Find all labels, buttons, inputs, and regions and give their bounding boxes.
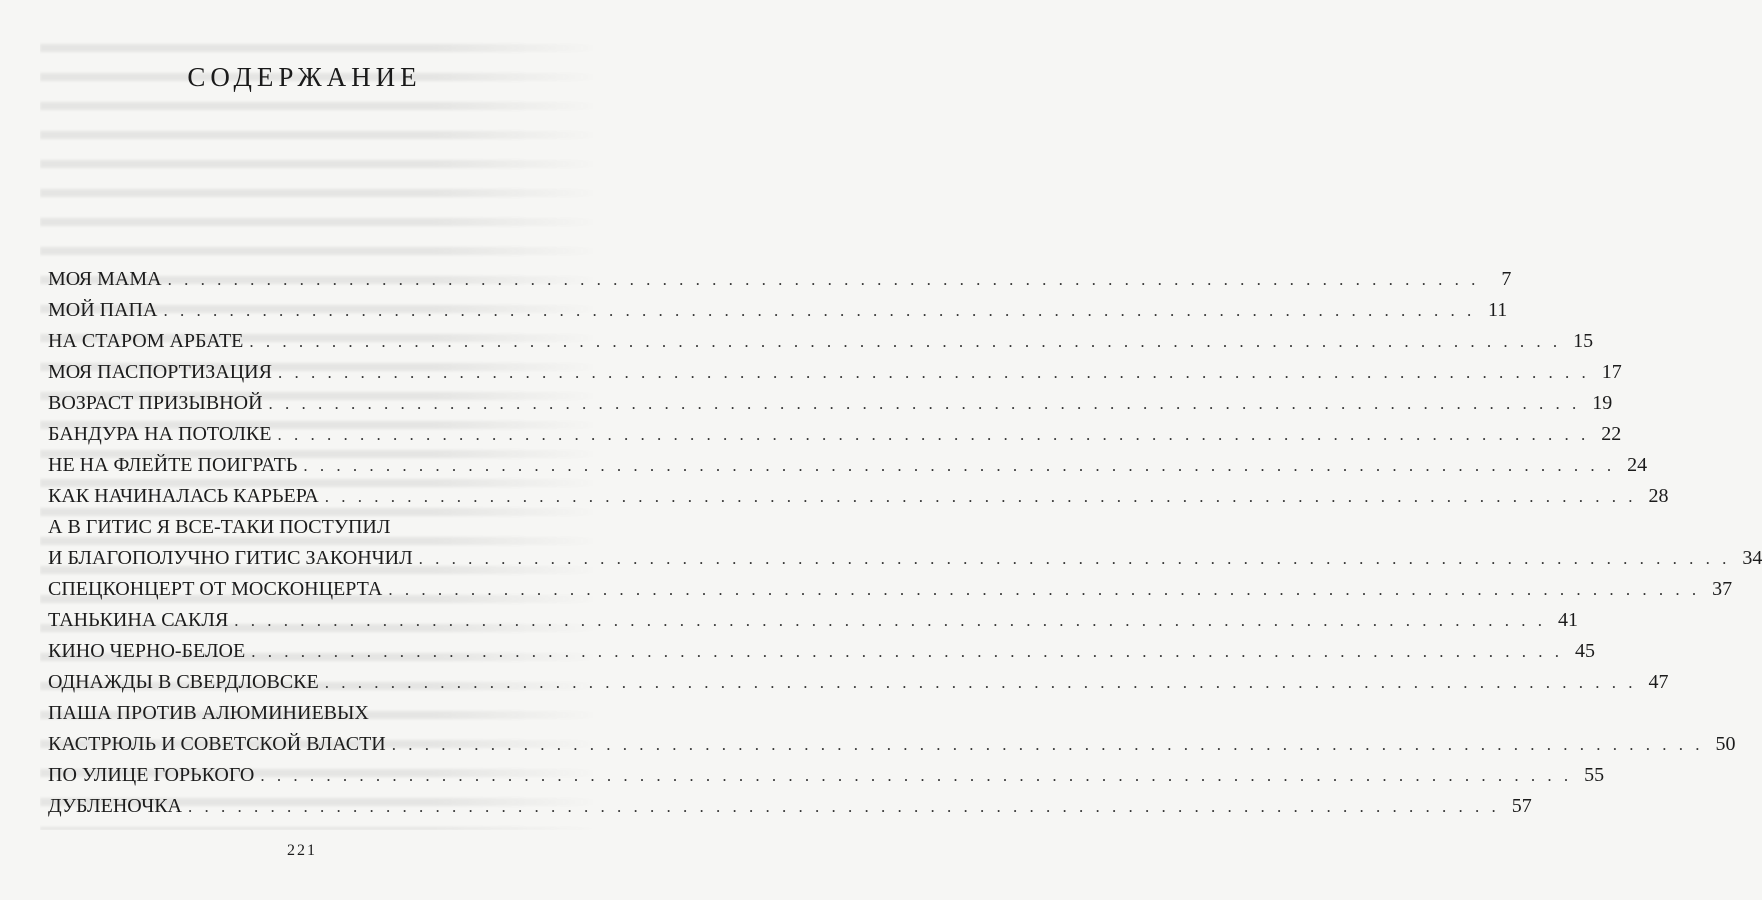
toc-entry (48, 698, 1736, 760)
toc-entry-title: ОДНАЖДЫ В СВЕРДЛОВСКЕ (48, 671, 319, 693)
toc-entry-title: КАСТРЮЛЬ И СОВЕТСКОЙ ВЛАСТИ (48, 733, 386, 755)
toc-entry-line (48, 450, 1648, 481)
toc-entry-title: И БЛАГОПОЛУЧНО ГИТИС ЗАКОНЧИЛ (48, 547, 413, 569)
dot-leader: . . . . . . . . . . . . . . . . . . . . . . . . . . . . . . . . . . . . . . . . . . . . . . . . . . . . . . . . . . . . . . . . . . . . . . . . . . . . . . . . (249, 332, 1562, 351)
toc-entry-page: 24 (1627, 454, 1648, 476)
dot-leader: . . . . . . . . . . . . . . . . . . . . . . . . . . . . . . . . . . . . . . . . . . . . . . . . . . . . . . . . . . . . . . . . . . . . . . . . . . . . . . . . (187, 797, 1500, 816)
toc-entry-title: БАНДУРА НА ПОТОЛКЕ (48, 423, 272, 445)
toc-entry-title: ДУБЛЕНОЧКА (48, 795, 182, 817)
toc-entry-line (48, 574, 1733, 605)
toc-entry-line (48, 357, 1622, 388)
toc-entry-page: 22 (1601, 423, 1622, 445)
toc-entry-page: 55 (1584, 764, 1605, 786)
toc-entry (48, 512, 1762, 574)
toc-entry-page: 34 (1742, 547, 1762, 569)
toc-entry-page: 15 (1573, 330, 1594, 352)
toc-entry-line (48, 264, 1512, 295)
toc-entry-line (48, 729, 1736, 760)
toc-entry-page: 50 (1715, 733, 1736, 755)
dot-leader: . . . . . . . . . . . . . . . . . . . . . . . . . . . . . . . . . . . . . . . . . . . . . . . . . . . . . . . . . . . . . . . . . . . . . . . . . . . . . . . . (388, 580, 1701, 599)
toc-entry-title: НЕ НА ФЛЕЙТЕ ПОИГРАТЬ (48, 454, 298, 476)
toc-entry (48, 481, 1669, 512)
toc-entry-line (48, 326, 1594, 357)
toc-entry-title: НА СТАРОМ АРБАТЕ (48, 330, 244, 352)
toc-entry-line (48, 481, 1669, 512)
toc-entry-page: 57 (1511, 795, 1532, 817)
toc-entry-title: КАК НАЧИНАЛАСЬ КАРЬЕРА (48, 485, 319, 507)
toc-entry-title: ТАНЬКИНА САКЛЯ (48, 609, 229, 631)
toc-entry-line (48, 388, 1613, 419)
toc-entry (48, 636, 1595, 667)
toc-entry (48, 388, 1613, 419)
toc-entry-title: МОЯ ПАСПОРТИЗАЦИЯ (48, 361, 272, 383)
toc-entry (48, 295, 1508, 326)
dot-leader: . . . . . . . . . . . . . . . . . . . . . . . . . . . . . . . . . . . . . . . . . . . . . . . . . . . . . . . . . . . . . . . . . . . . . . . . . . . . . . . . (277, 425, 1590, 444)
toc-entry (48, 667, 1669, 698)
toc-entry (48, 326, 1594, 357)
table-of-contents (48, 264, 1762, 822)
toc-entry (48, 760, 1605, 791)
toc-entry (48, 419, 1622, 450)
toc-entry (48, 605, 1579, 636)
toc-entry-title: МОЯ МАМА (48, 268, 162, 290)
page-title: СОДЕРЖАНИЕ (187, 62, 422, 92)
toc-entry-line (48, 791, 1532, 822)
toc-entry-title: КИНО ЧЕРНО-БЕЛОЕ (48, 640, 246, 662)
dot-leader: . . . . . . . . . . . . . . . . . . . . . . . . . . . . . . . . . . . . . . . . . . . . . . . . . . . . . . . . . . . . . . . . . . . . . . . . . . . . . . . . (303, 456, 1616, 475)
toc-entry-title: ПАША ПРОТИВ АЛЮМИНИЕВЫХ (48, 702, 369, 724)
toc-entry-page: 37 (1712, 578, 1733, 600)
toc-entry-title: ПО УЛИЦЕ ГОРЬКОГО (48, 764, 255, 786)
dot-leader: . . . . . . . . . . . . . . . . . . . . . . . . . . . . . . . . . . . . . . . . . . . . . . . . . . . . . . . . . . . . . . . . . . . . . . . . . . . . . . . . (234, 611, 1547, 630)
toc-entry-title: ВОЗРАСТ ПРИЗЫВНОЙ (48, 392, 263, 414)
toc-entry-line (48, 512, 560, 543)
toc-entry-page: 45 (1574, 640, 1595, 662)
dot-leader: . . . . . . . . . . . . . . . . . . . . . . . . . . . . . . . . . . . . . . . . . . . . . . . . . . . . . . . . . . . . . . . . . . . . . . . . . . . . . . . . (324, 673, 1637, 692)
toc-entry (48, 791, 1532, 822)
dot-leader: . . . . . . . . . . . . . . . . . . . . . . . . . . . . . . . . . . . . . . . . . . . . . . . . . . . . . . . . . . . . . . . . . . . . . . . . . . . . . . . . (251, 642, 1563, 661)
dot-leader: . . . . . . . . . . . . . . . . . . . . . . . . . . . . . . . . . . . . . . . . . . . . . . . . . . . . . . . . . . . . . . . . . . . . . . . . . . . . . . . . (163, 301, 1476, 320)
toc-entry-page: 28 (1648, 485, 1669, 507)
page-number: 221 (287, 842, 317, 859)
toc-entry-title: А В ГИТИС Я ВСЕ-ТАКИ ПОСТУПИЛ (48, 516, 391, 538)
toc-entry-line (48, 667, 1669, 698)
toc-entry-page: 7 (1501, 268, 1512, 290)
dot-leader: . . . . . . . . . . . . . . . . . . . . . . . . . . . . . . . . . . . . . . . . . . . . . . . . . . . . . . . . . . . . . . . . . . . . . . . . . . . . . . . . (277, 363, 1590, 382)
toc-entry-line (48, 636, 1595, 667)
toc-entry-line (48, 543, 1762, 574)
toc-entry-title: МОЙ ПАПА (48, 299, 158, 321)
toc-entry (48, 357, 1622, 388)
toc-entry-line (48, 295, 1508, 326)
dot-leader: . . . . . . . . . . . . . . . . . . . . . . . . . . . . . . . . . . . . . . . . . . . . . . . . . . . . . . . . . . . . . . . . . . . . . . . . . . . . . . . . (391, 735, 1704, 754)
toc-entry-line (48, 419, 1622, 450)
dot-leader: . . . . . . . . . . . . . . . . . . . . . . . . . . . . . . . . . . . . . . . . . . . . . . . . . . . . . . . . . . . . . . . . . . . . . . . . . . . . . . . . (418, 549, 1731, 568)
toc-entry-page: 41 (1558, 609, 1579, 631)
toc-entry-line (48, 605, 1579, 636)
toc-entry (48, 574, 1733, 605)
dot-leader: . . . . . . . . . . . . . . . . . . . . . . . . . . . . . . . . . . . . . . . . . . . . . . . . . . . . . . . . . . . . . . . . . . . . . . . . . . . . . . . . (260, 766, 1573, 785)
toc-entry-page: 19 (1592, 392, 1613, 414)
toc-entry-page: 11 (1487, 299, 1508, 321)
toc-entry-title: СПЕЦКОНЦЕРТ ОТ МОСКОНЦЕРТА (48, 578, 383, 600)
toc-entry-line (48, 760, 1605, 791)
dot-leader: . . . . . . . . . . . . . . . . . . . . . . . . . . . . . . . . . . . . . . . . . . . . . . . . . . . . . . . . . . . . . . . . . . . . . . . . . . . . . . . . (324, 487, 1637, 506)
dot-leader: . . . . . . . . . . . . . . . . . . . . . . . . . . . . . . . . . . . . . . . . . . . . . . . . . . . . . . . . . . . . . . . . . . . . . . . . . . . . . . . . (167, 270, 1480, 289)
toc-entry (48, 264, 1512, 295)
dot-leader: . . . . . . . . . . . . . . . . . . . . . . . . . . . . . . . . . . . . . . . . . . . . . . . . . . . . . . . . . . . . . . . . . . . . . . . . . . . . . . . . (268, 394, 1581, 413)
toc-entry-line (48, 698, 560, 729)
toc-entry-page: 47 (1648, 671, 1669, 693)
toc-entry-page: 17 (1601, 361, 1622, 383)
toc-entry (48, 450, 1648, 481)
